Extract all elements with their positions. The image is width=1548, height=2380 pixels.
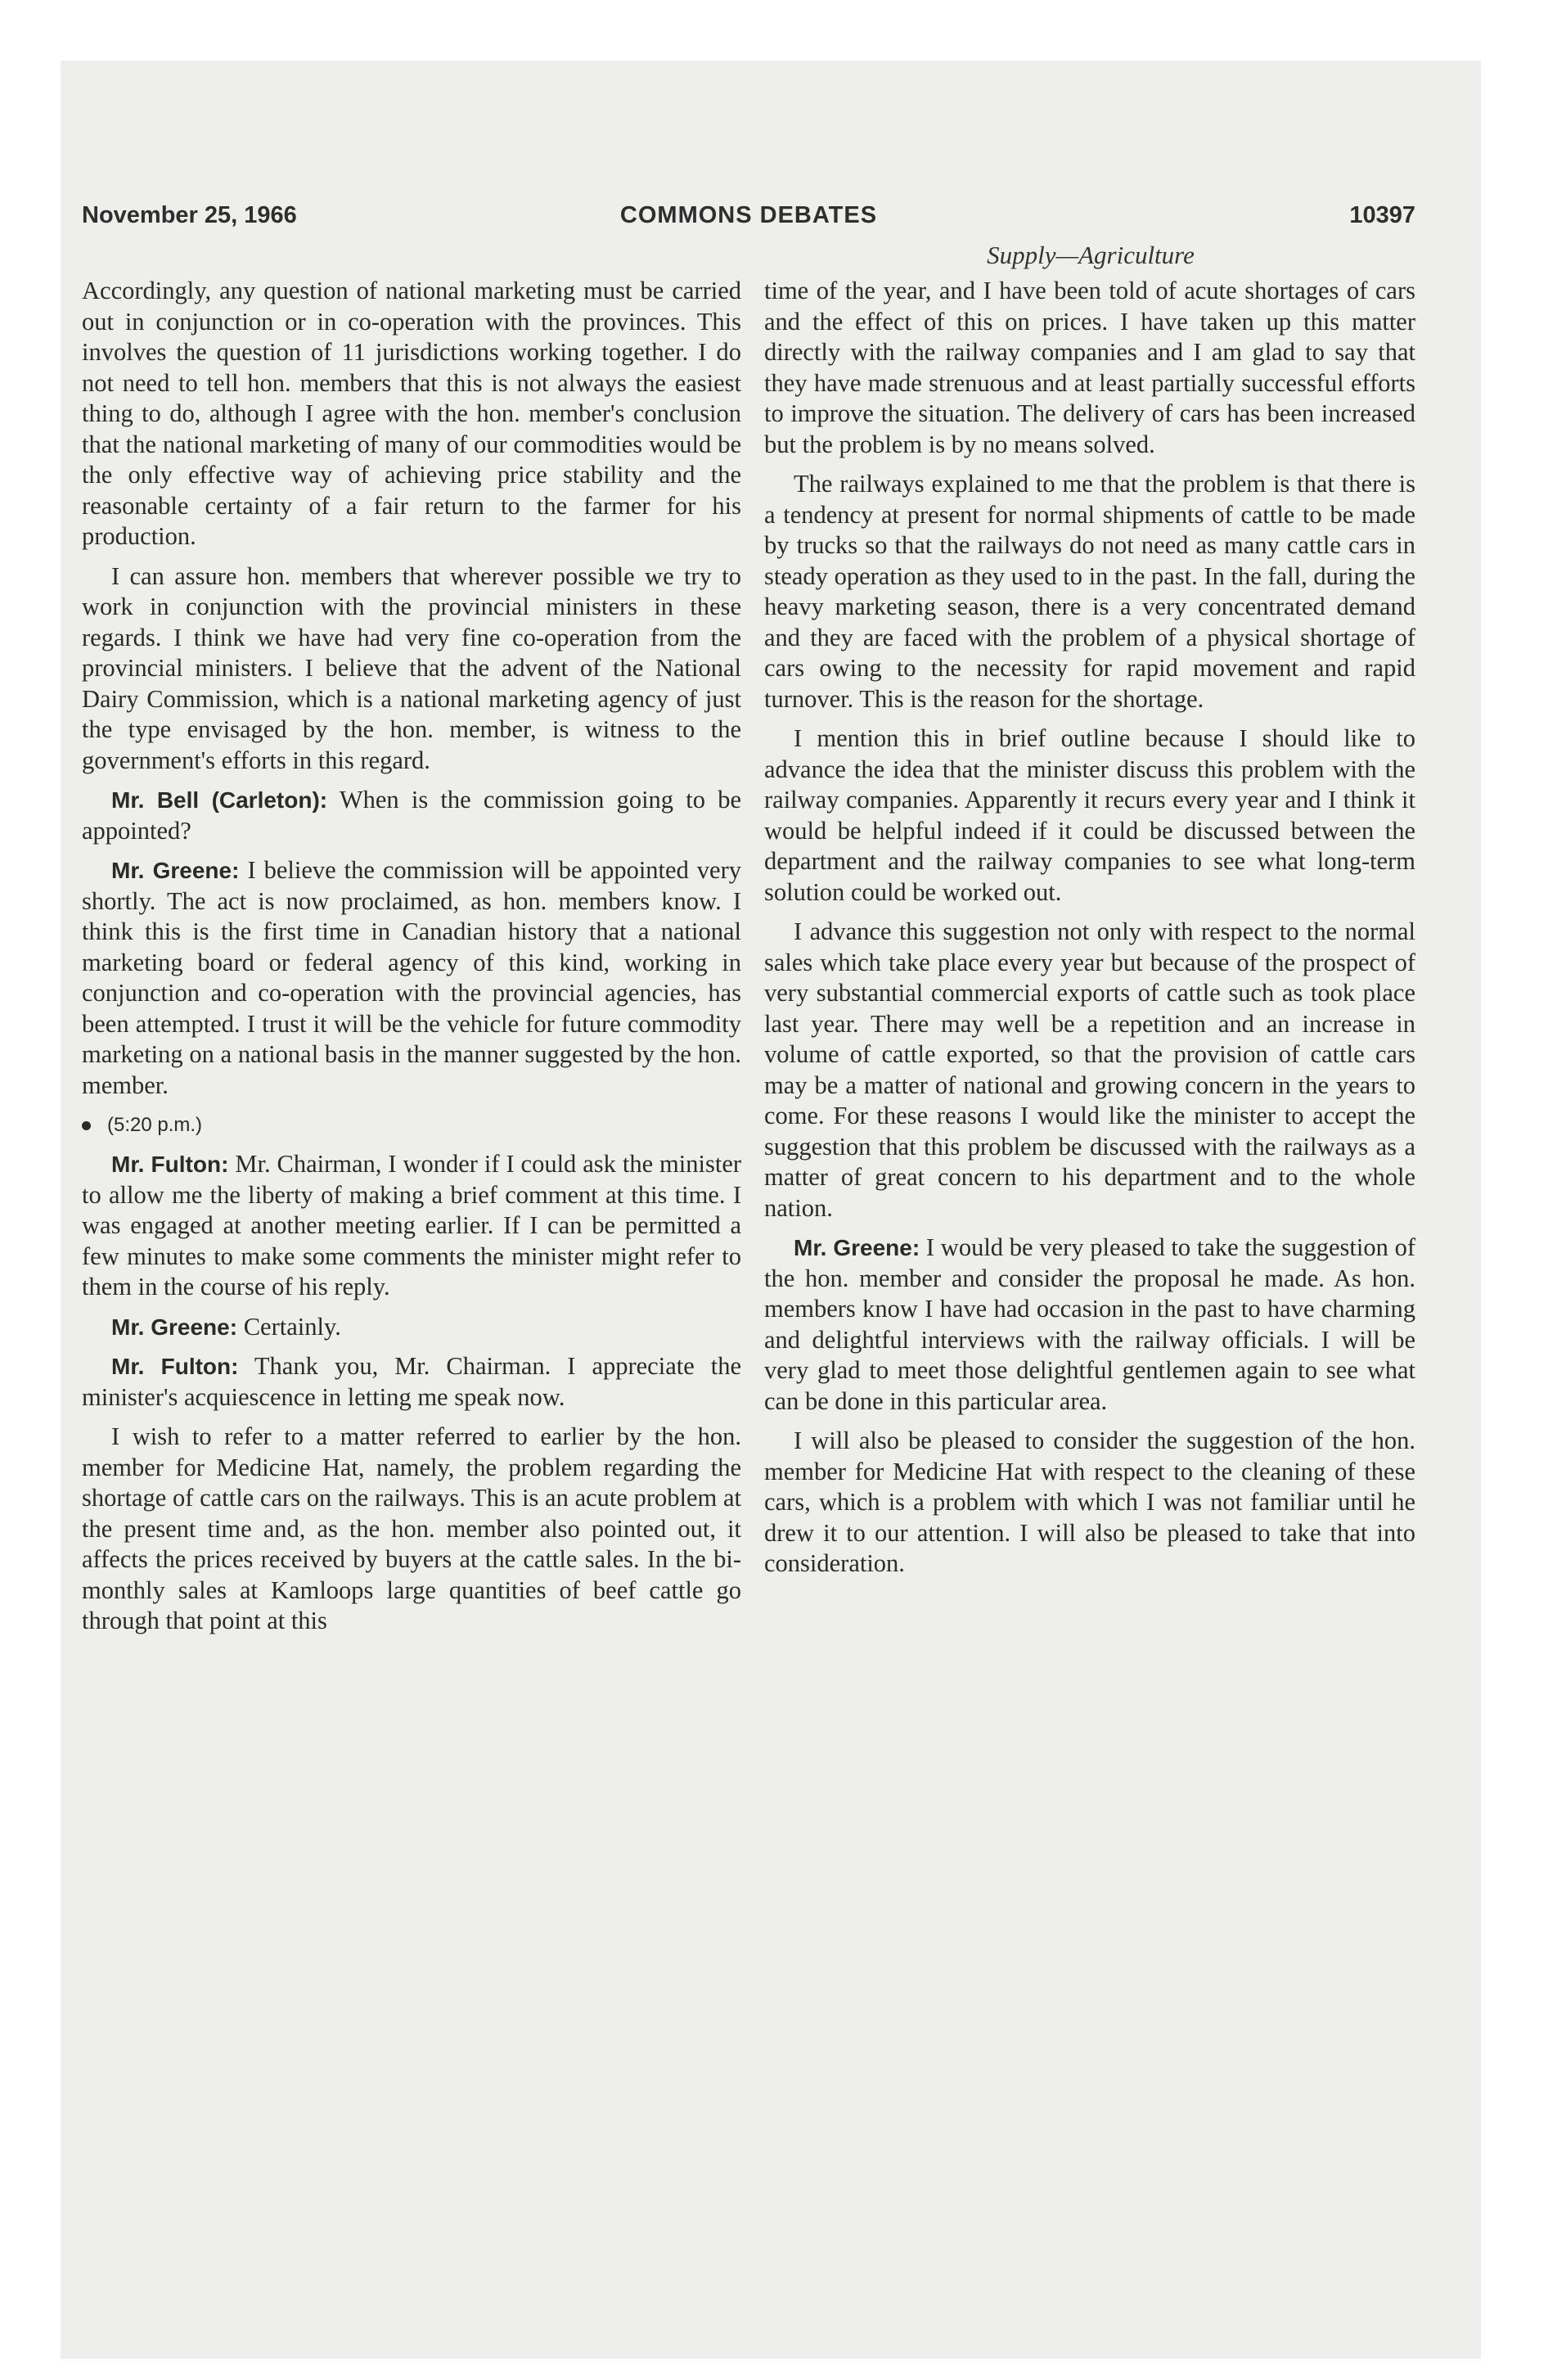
speaker-name: Mr. Bell (Carleton): <box>111 787 328 813</box>
right-column <box>764 276 1415 1589</box>
speech-text: Certainly. <box>243 1312 341 1341</box>
speech-paragraph <box>82 855 741 1101</box>
speech-text: I would be very pleased to take the suggestion of the hon. member and consider the proposal he made. As hon. members know I have had occasion in the past to have charming and delightful interviews with the railway officials. I will be very glad to meet those delightful gentlemen again to see what can be done in this particular area. <box>764 1233 1415 1415</box>
paragraph: I can assure hon. members that wherever possible we try to work in conjunction with the provincial ministers in these regards. I think we have had very fine co-operation from the provincial ministers. I believe that the advent of the National Dairy Commission, which is a national marketing agency of just the type envisaged by the hon. member, is witness to the government's efforts in this regard. <box>82 561 741 774</box>
paragraph: I will also be pleased to consider the suggestion of the hon. member for Medicine Hat with respect to the cleaning of these cars, which is a problem with which I was not familiar until he drew it to our attention. I will also be pleased to take that into consideration. <box>764 1427 1415 1577</box>
bullet-icon <box>82 1121 91 1130</box>
time-marker <box>107 1110 741 1140</box>
header-date: November 25, 1966 <box>82 202 297 228</box>
speaker-name: Mr. Greene: <box>111 858 240 883</box>
speech-text: When is the commission going to be appointed? <box>82 786 742 845</box>
speaker-name: Mr. Fulton: <box>111 1152 229 1177</box>
speech-paragraph <box>82 1351 741 1413</box>
paragraph: time of the year, and I have been told of acute shortages of cars and the effect of this on prices. I have taken up this matter directly with the railway companies and I am glad to say that they have made strenuous and at least partially successful efforts to improve the situation. The delivery of cars has been increased but the problem is by no means solved. <box>764 277 1415 458</box>
speaker-name: Mr. Greene: <box>111 1314 238 1340</box>
speech-text: Thank you, Mr. Chairman. I appreciate the minister's acquiescence in letting me speak now. <box>82 1352 742 1411</box>
speech-paragraph <box>82 1149 741 1303</box>
page-header <box>82 202 1415 235</box>
section-subject: Supply—Agriculture <box>987 241 1195 269</box>
speech-paragraph <box>764 1233 1415 1417</box>
speech-text: I believe the commission will be appointed very shortly. The act is now proclaimed, as hon. members know. I think this is the first time in Canadian history that a national marketing board or federal agency of this kind, working in conjunction and co-operation with the provincial agencies, has been attempted. I trust it will be the vehicle for future commodity marketing on a national basis in the manner suggested by the hon. member. <box>82 856 742 1099</box>
speech-paragraph <box>82 1312 741 1343</box>
speech-paragraph <box>82 785 741 846</box>
page-number: 10397 <box>1349 202 1415 228</box>
speech-text: Mr. Chairman, I wonder if I could ask the minister to allow me the liberty of making a brief comment at this time. I was engaged at another meeting earlier. If I can be permitted a few minutes to make some comments the minister might refer to them in the course of his reply. <box>82 1150 742 1300</box>
header-title: COMMONS DEBATES <box>619 202 878 228</box>
speaker-name: Mr. Fulton: <box>111 1354 239 1379</box>
time-stamp: (5:20 p.m.) <box>107 1114 203 1136</box>
speaker-name: Mr. Greene: <box>794 1235 920 1260</box>
left-column <box>82 276 741 1646</box>
paragraph: I wish to refer to a matter referred to earlier by the hon. member for Medicine Hat, namely, the problem regarding the shortage of cattle cars on the railways. This is an acute problem at the present time and, as the hon. member also pointed out, it affects the prices received by buyers at the cattle sales. In the bi-monthly sales at Kamloops large quantities of beef cattle go through that point at this <box>82 1422 741 1634</box>
paragraph: The railways explained to me that the problem is that there is a tendency at present for normal shipments of cattle to be made by trucks so that the railways do not need as many cattle cars in steady operation as they used to in the past. In the fall, during the heavy marketing season, there is a very concentrated demand and they are faced with the problem of a physical shortage of cars owing to the necessity for rapid movement and rapid turnover. This is the reason for the shortage. <box>764 470 1415 713</box>
paragraph: I advance this suggestion not only with respect to the normal sales which take place every year but because of the prospect of very substantial commercial exports of cattle such as took place last year. There may well be a repetition and an increase in volume of cattle exported, so that the provision of cattle cars may be a matter of national and growing concern in the years to come. For these reasons I would like the minister to accept the suggestion that this problem be discussed with the railways as a matter of great concern to his department and to the whole nation. <box>764 917 1415 1222</box>
paragraph: Accordingly, any question of national marketing must be carried out in conjunction or in co-operation with the provinces. This involves the question of 11 jurisdictions working together. I do not need to tell hon. members that this is not always the easiest thing to do, although I agree with the hon. member's conclusion that the national marketing of many of our commodities would be the only effective way of achieving price stability and the reasonable certainty of a fair return to the farmer for his production. <box>82 277 741 550</box>
paragraph: I mention this in brief outline because I should like to advance the idea that the minister discuss this problem with the railway companies. Apparently it recurs every year and I think it would be helpful indeed if it could be discussed between the department and the railway companies to see what long-term solution could be worked out. <box>764 724 1415 906</box>
